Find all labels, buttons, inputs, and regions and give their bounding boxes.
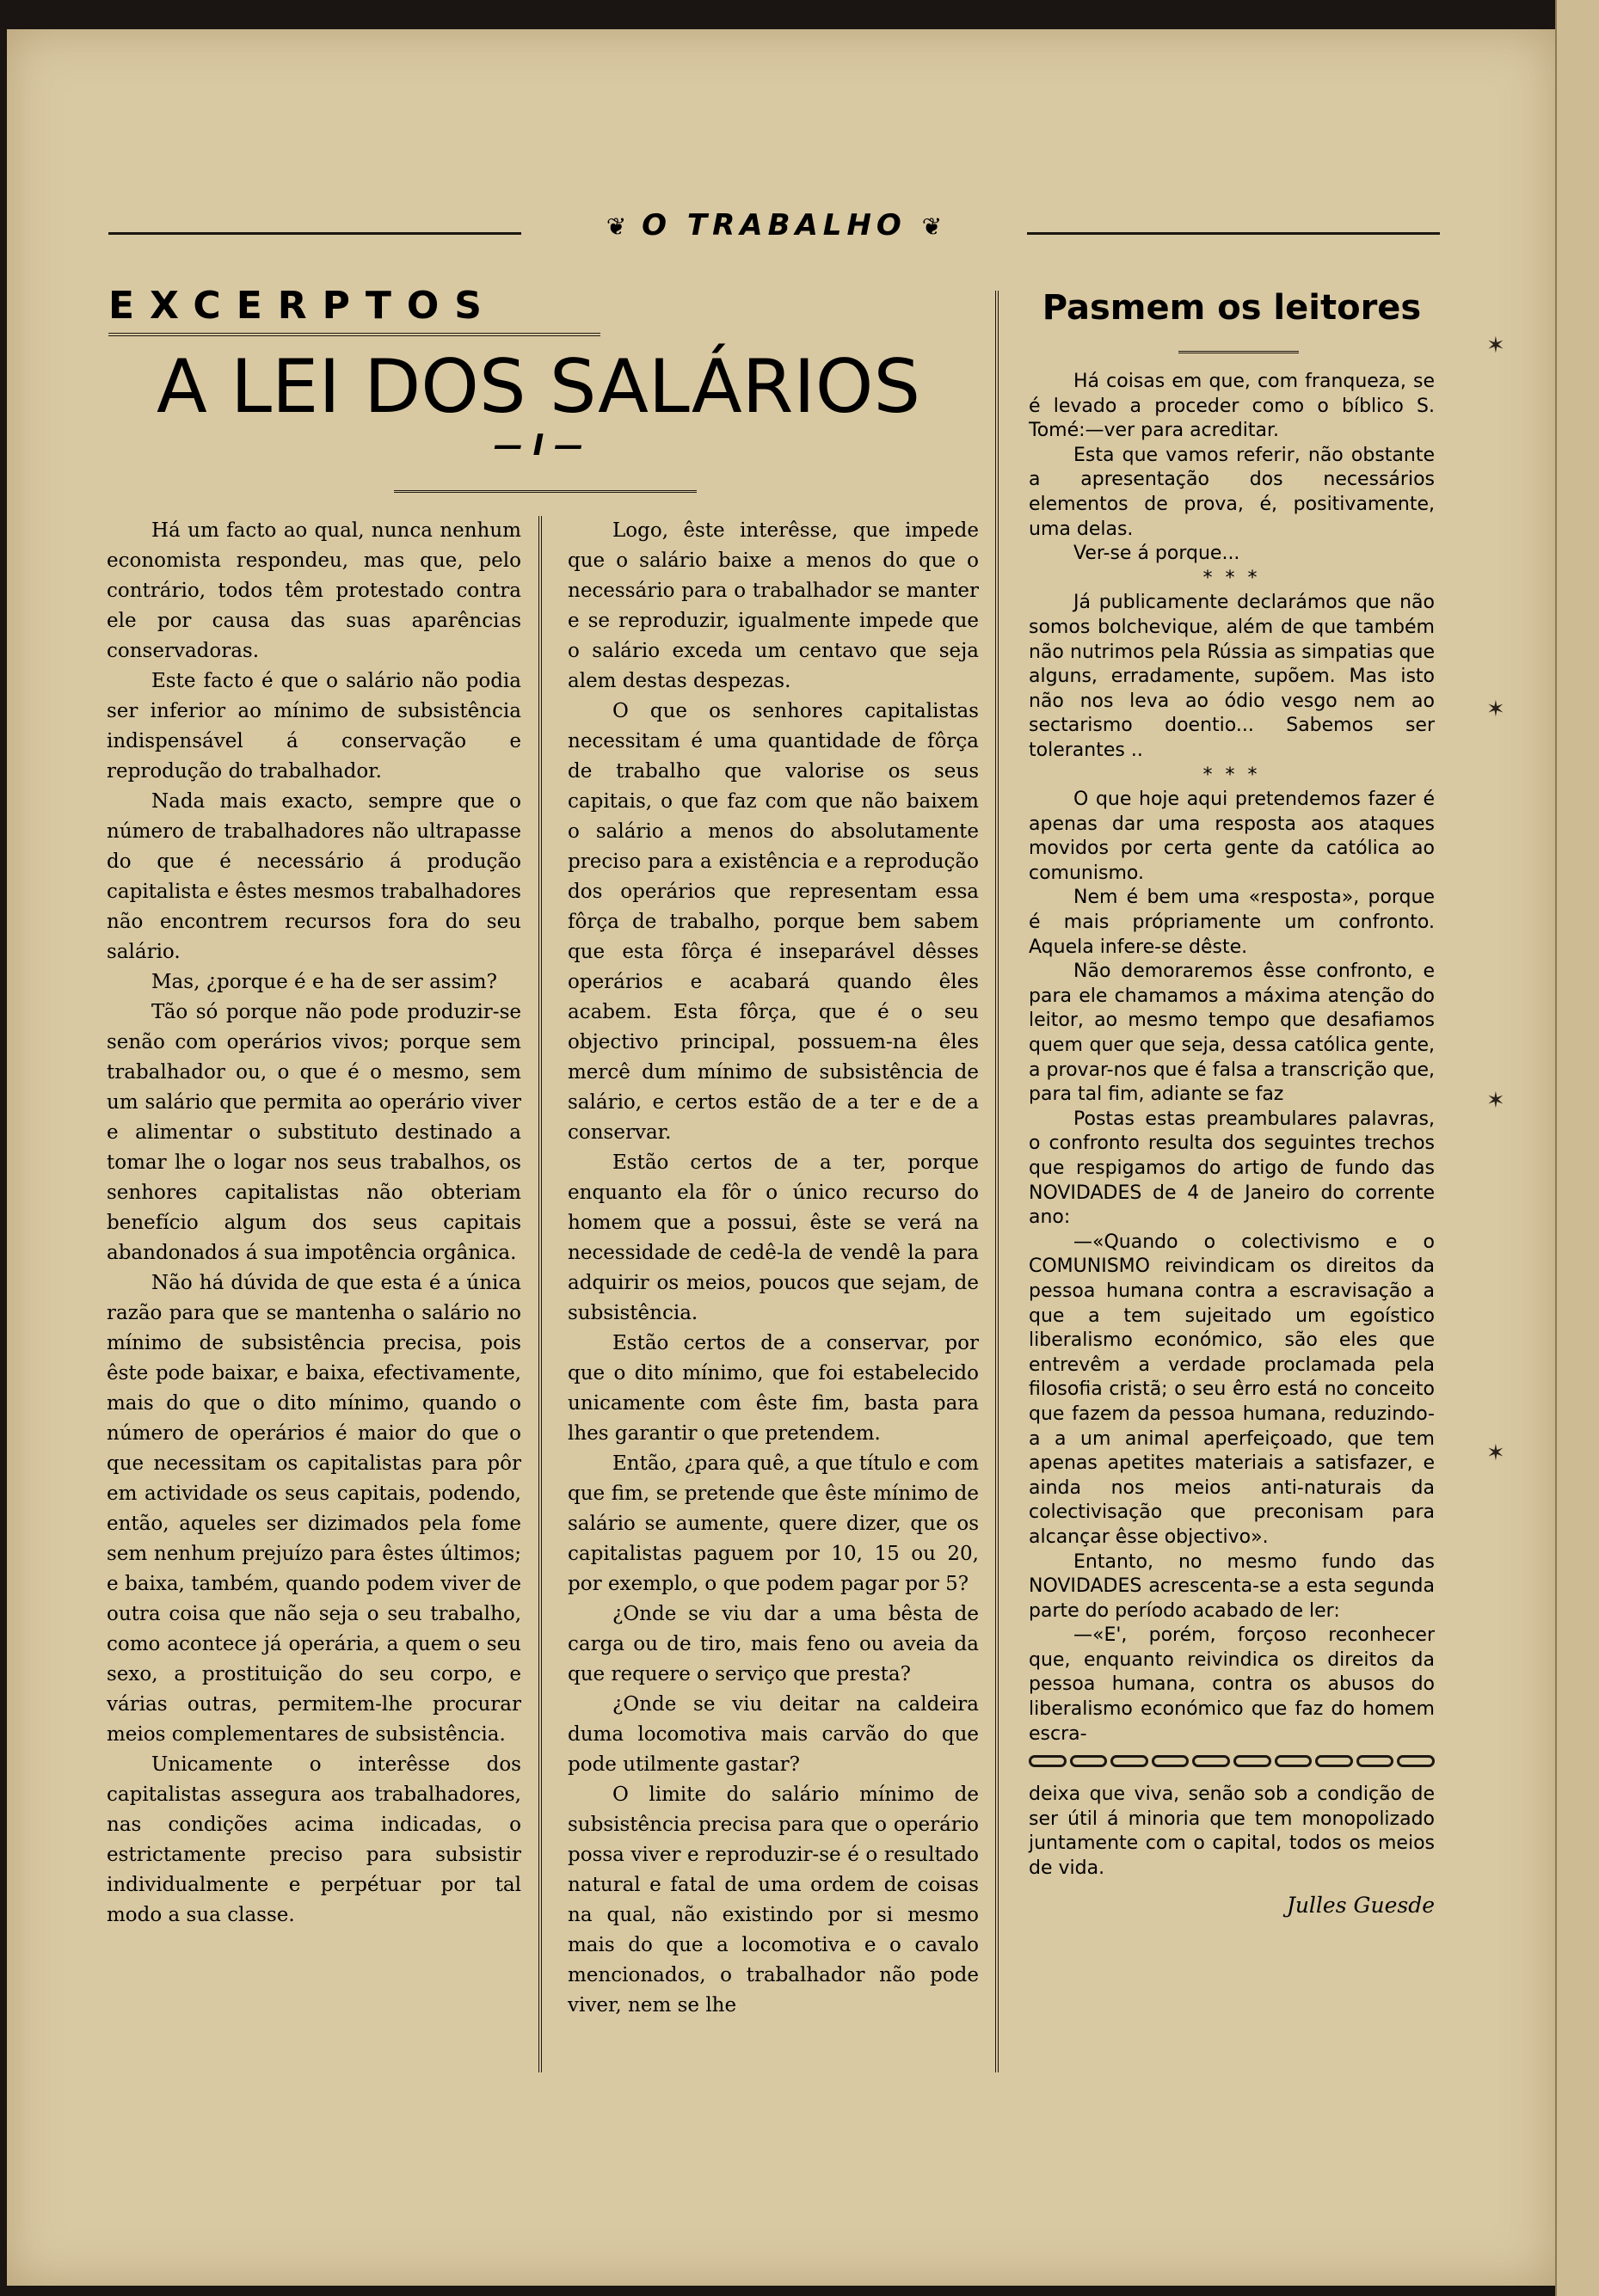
binding-hole: ✶	[1486, 697, 1505, 722]
paragraph: ¿Onde se viu dar a uma bêsta de carga ou de tiro, mais feno ou aveia da que requere o serviço que presta?	[568, 1603, 979, 1685]
paragraph: Logo, êste interêsse, que impede que o salário baixe a menos do que o necessário para o trabalhador se manter e se reproduzir, igualmente impede que o salário exceda um centavo que seja alem destas despezas.	[568, 519, 979, 692]
paragraph: Não demoraremos êsse confronto, e para ele chamamos a máxima atenção do leitor, ao mesmo tempo que desafiamos quem quer que seja, dessa católica gente, a provar-nos que é falsa a transcrição que, para tal fim, adiante se faz	[1029, 961, 1435, 1106]
signature: Julles Guesde	[1286, 1892, 1435, 1918]
sidebar-column	[1029, 370, 1435, 1918]
sidebar-title: Pasmem os leitores	[1042, 288, 1422, 328]
paragraph: Este facto é que o salário não podia ser inferior ao mínimo de subsistência indispensável á conservação e reprodução do trabalhador.	[107, 670, 521, 783]
paragraph: Ver-se á porque...	[1073, 543, 1240, 565]
running-head	[108, 208, 1440, 251]
paragraph: Postas estas preambulares palavras, o confronto resulta dos seguintes trechos que respigamos do artigo de fundo das NOVIDADES de 4 de Janeiro do corrente ano:	[1029, 1108, 1435, 1229]
paragraph: Entanto, no mesmo fundo das NOVIDADES acrescenta-se a esta segunda parte do período acabado de ler:	[1029, 1550, 1435, 1622]
chain-divider	[1029, 1755, 1435, 1772]
binding-hole: ✶	[1486, 333, 1505, 359]
article-column-1	[107, 516, 521, 1931]
paragraph: Nada mais exacto, sempre que o número de trabalhadores não ultrapasse do que é necessário á produção capitalista e êstes mesmos trabalhadores não encontrem recursos fora do seu salário.	[107, 790, 521, 963]
running-head-title	[108, 208, 1440, 242]
paragraph: Então, ¿para quê, a que título e com que fim, se pretende que êste mínimo de salário se aumente, quere dizer, que os capitalistas paguem por 10, 15 ou 20, por exemplo, o que podem pagar por 5?	[568, 1452, 979, 1595]
quotation: —«E', porém, forçoso reconhecer que, enquanto reivindica os direitos da pessoa humana, contra os abusos do liberalismo económico que faz do homem escra-	[1029, 1624, 1435, 1745]
article-kicker: EXCERPTOS	[108, 284, 600, 336]
article-column-2	[568, 516, 979, 2021]
paragraph: deixa que viva, senão sob a condição de ser útil á minoria que tem monopolizado juntamente com o capital, todos os meios de vida.	[1029, 1783, 1435, 1880]
binding-hole: ✶	[1486, 1440, 1505, 1466]
paragraph: Unicamente o interêsse dos capitalistas assegura aos trabalhadores, nas condições acima indicadas, o estrictamente preciso para subsistir individualmente e perpétuar por tal modo a sua classe.	[107, 1753, 521, 1926]
asterism: * * *	[1202, 764, 1261, 786]
newspaper-name: O TRABALHO	[642, 208, 907, 242]
paragraph: Esta que vamos referir, não obstante a apresentação dos necessários elementos de prova, é, positivamente, uma delas.	[1029, 444, 1435, 540]
paragraph: Tão só porque não pode produzir-se senão com operários vivos; porque sem trabalhador ou, o que é o mesmo, sem um salário que permita ao operário viver e alimentar o substituto destinado a tomar lhe o logar nos seus trabalhos, os senhores capitalistas não obteriam benefício algum dos seus capitais abandonados á sua impotência orgânica.	[107, 1001, 521, 1264]
article-part-number: — I —	[493, 428, 584, 463]
article-headline: A LEI DOS SALÁRIOS	[156, 344, 921, 430]
binding-hole: ✶	[1486, 1088, 1505, 1114]
paragraph: Há um facto ao qual, nunca nenhum economista respondeu, mas que, pelo contrário, todos têm protestado contra ele por causa das suas aparências conservadoras.	[107, 519, 521, 662]
asterism: * * *	[1202, 567, 1261, 589]
flourish-ornament-right: ❦	[921, 212, 943, 241]
column-rule	[995, 291, 999, 2072]
quotation: —«Quando o colectivismo e o COMUNISMO reivindicam os direitos da pessoa humana contra a escravisação a que a tem sujeitado um egoístico liberalismo económico, são eles que entrevêm a verdade proclamada pela filosofia cristã; o seu êrro está no conceito que fazem da pessoa humana, reduzindo-a a um animal aperfeiçoado, que tem apenas apetites materiais a satisfazer, e ainda nos meios anti-naturais da colectivisação que preconisam para alcançar êsse objectivo».	[1029, 1231, 1435, 1548]
paragraph: Estão certos de a conservar, por que o dito mínimo, que foi estabelecido unicamente com êste fim, basta para lhes garantir o que pretendem.	[568, 1332, 979, 1445]
paragraph: ¿Onde se viu deitar na caldeira duma locomotiva mais carvão do que pode utilmente gastar?	[568, 1693, 979, 1776]
paragraph: Nem é bem uma «resposta», porque é mais própriamente um confronto. Aquela infere-se dêste.	[1029, 887, 1435, 958]
paragraph: Não há dúvida de que esta é a única razão para que se mantenha o salário no mínimo de subsistência precisa, pois êste pode baixar, e baixa, efectivamente, mais do que o dito mínimo, quando o número de operários é maior do que o que necessitam os capitalistas para pôr em actividade os seus capitais, podendo, então, aqueles ser dizimados pela fome sem nenhum prejuízo para êstes últimos; e baixa, também, quando podem viver de outra coisa que não seja o seu trabalho, como acontece já operária, a quem o seu sexo, a prostituição do seu corpo, e várias outras, permitem-lhe procurar meios complementares de subsistência.	[107, 1272, 521, 1746]
paragraph: Mas, ¿porque é e ha de ser assim?	[151, 971, 497, 993]
flourish-ornament-left: ❦	[606, 212, 627, 241]
running-head-rule	[1027, 232, 1440, 235]
headline-divider	[394, 490, 697, 493]
paragraph: Já publicamente declarámos que não somos bolchevique, além de que também não nutrimos pela Rússia as simpatias que alguns, erradamente, supõem. Mas isto não nos leva ao ódio vesgo nem ao sectarismo doentio... Sabemos ser tolerantes ..	[1029, 592, 1435, 761]
paragraph: Há coisas em que, com franqueza, se é levado a proceder como o bíblico S. Tomé:—ver para acreditar.	[1029, 371, 1435, 442]
next-page-edge	[1555, 0, 1599, 2296]
paragraph: Estão certos de a ter, porque enquanto ela fôr o único recurso do homem que a possui, êste se verá na necessidade de cedê-la de vendê la para adquirir os meios, poucos que sejam, de subsistência.	[568, 1151, 979, 1324]
paragraph: O limite do salário mínimo de subsistência precisa para que o operário possa viver e reproduzir-se é o resultado natural e fatal de uma ordem de coisas na qual, não existindo por si mesmo mais do que a locomotiva e o cavalo mencionados, o trabalhador não pode viver, nem se lhe	[568, 1783, 979, 2017]
paragraph: O que hoje aqui pretendemos fazer é apenas dar uma resposta aos ataques movidos por certa gente da católica ao comunismo.	[1029, 789, 1435, 884]
column-rule	[538, 516, 542, 2072]
sidebar-title-rule	[1178, 351, 1299, 353]
paragraph: O que os senhores capitalistas necessitam é uma quantidade de fôrça de trabalho que valorise os seus capitais, o que faz com que não baixem o salário a menos do absolutamente preciso para a existência e a reprodução dos operários que representam essa fôrça de trabalho, porque bem sabem que esta fôrça é inseparável dêsses operários e acabará quando êles acabem. Esta fôrça, que é o seu objectivo principal, possuem-na êles mercê dum mínimo de subsistência de salário, e certos estão de a ter e de a conservar.	[568, 700, 979, 1144]
